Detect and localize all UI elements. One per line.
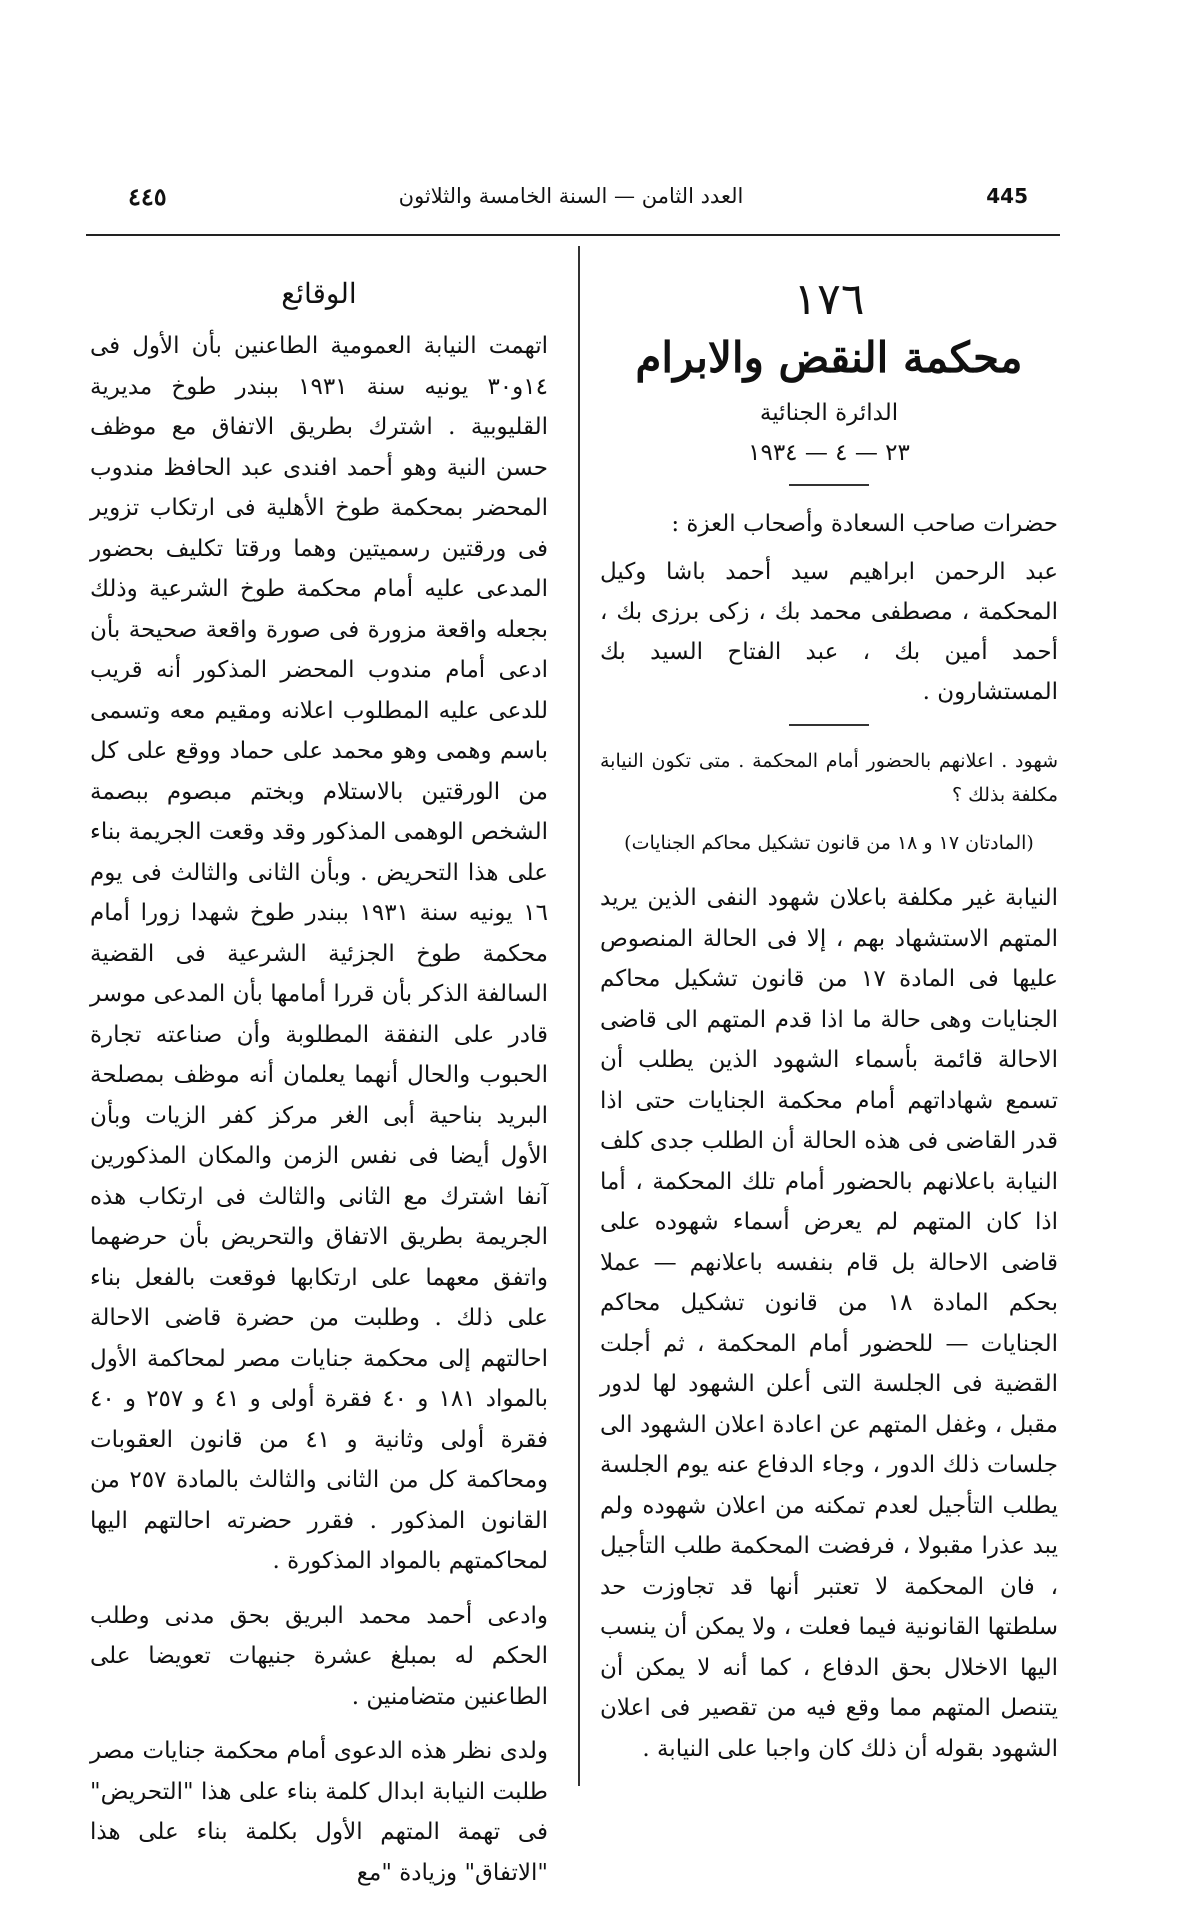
section-divider [789,484,869,486]
legal-reference: (المادتان ١٧ و ١٨ من قانون تشكيل محاكم الجنايات) [624,832,1034,854]
facts-heading: الوقائع [281,277,357,310]
page-number-latin: 445 [986,184,1028,208]
page-header [86,178,1056,224]
judges-list: عبد الرحمن ابراهيم سيد أحمد باشا وكيل المحكمة ، مصطفى محمد بك ، زكى برزى بك ، أحمد أمين بك ، عبد الفتاح السيد بك المستشارون . [600,559,1058,705]
ruling-principle: النيابة غير مكلفة باعلان شهود النفى الذين يريد المتهم الاستشهاد بهم ، إلا فى الحالة المنصوص عليها فى المادة ١٧ من قانون تشكيل محاكم الجنايات وهى حالة ما اذا قدم المتهم الى قاضى الاحالة قائمة بأسماء الشهود الذين يطلب أن تسمع شهاداتهم أمام محكمة الجنايات حتى اذا قدر القاضى فى هذه الحالة أن الطلب جدى كلف النيابة باعلانهم بالحضور أمام تلك المحكمة ، أما اذا كان المتهم لم يعرض أسماء شهوده على قاضى الاحالة بل قام بنفسه باعلانهم — عملا بحكم المادة ١٨ من قانون تشكيل محاكم الجنايات — للحضور أمام المحكمة ، ثم أجلت القضية فى الجلسة التى أعلن الشهود لها لدور مقبل ، وغفل المتهم عن اعادة اعلان الشهود الى جلسات ذلك الدور ، وجاء الدفاع عنه يوم الجلسة يطلب التأجيل لعدم تمكنه من اعلان شهوده ولم يبد عذرا مقبولا ، فرفضت المحكمة طلب التأجيل ، فان المحكمة لا تعتبر أنها قد تجاوزت حد سلطتها القانونية فيما فعلت ، ولا يمكن أن ينسب اليها الاخلال بحق الدفاع ، كما أنه لا يمكن أن يتنصل المتهم مما وقع فيه من تقصير فى اعلان الشهود بقوله أن ذلك كان واجبا على النيابة . [600,885,1058,1762]
facts-paragraph: اتهمت النيابة العمومية الطاعنين بأن الأول فى ١٤و٣٠ يونيه سنة ١٩٣١ ببندر طوخ مديرية القليوبية . اشترك بطريق الاتفاق مع موظف حسن النية وهو أحمد افندى عبد الحافظ مندوب المحضر بمحكمة طوخ الأهلية فى ارتكاب تزوير فى ورقتين رسميتين وهما ورقتا تكليف بحضور المدعى عليه أمام محكمة طوخ الشرعية وذلك بجعله واقعة مزورة فى صورة واقعة صحيحة بأن ادعى أمام مندوب المحضر المذكور أنه قريب للدعى عليه المطلوب اعلانه ومقيم معه وتسمى باسم وهمى وهو محمد على حماد ووقع على كل من الورقتين بالاستلام وبختم مبصوم ببصمة الشخص الوهمى المذكور وقد وقعت الجريمة بناء على هذا التحريض . وبأن الثانى والثالث فى يوم ١٦ يونيه سنة ١٩٣١ ببندر طوخ شهدا زورا أمام محكمة طوخ الجزئية الشرعية فى القضية السالفة الذكر بأن قررا أمامها بأن المدعى موسر قادر على النفقة المطلوبة وأن صناعته تجارة الحبوب والحال أنهما يعلمان أنه موظف بمصلحة البريد بناحية أبى الغر مركز كفر الزيات وبأن الأول أيضا فى نفس الزمن والمكان المذكورين آنفا اشترك مع الثانى والثالث فى ارتكاب هذه الجريمة بطريق الاتفاق والتحريض بأن حرضهما واتفق معهما على ارتكابها فوقعت بالفعل بناء على ذلك . وطلبت من حضرة قاضى الاحالة احالتهم إلى محكمة جنايات مصر لمحاكمة الأول بالمواد ١٨١ و ٤٠ فقرة أولى و ٤١ و ٢٥٧ و ٤٠ فقرة أولى وثانية و ٤١ من قانون العقوبات ومحاكمة كل من الثانى والثالث بالمادة ٢٥٧ من القانون المذكور . فقرر حضرته احالتهم اليها لمحاكمتهم بالمواد المذكورة . [90,333,549,1574]
ruling-column [600,272,1058,1769]
court-name: محكمة النقض والابرام [635,333,1023,382]
column-divider [578,246,580,1786]
facts-paragraph: وادعى أحمد محمد البريق بحق مدنى وطلب الحكم له بمبلغ عشرة جنيهات تعويضا على الطاعنين متضامنين . [90,1602,548,1710]
ruling-summary: شهود . اعلانهم بالحضور أمام المحكمة . متى تكون النيابة مكلفة بذلك ؟ [600,750,1058,806]
facts-column [90,272,548,1907]
facts-paragraph: ولدى نظر هذه الدعوى أمام محكمة جنايات مصر طلبت النيابة ابدال كلمة بناء على هذا "التحريض" فى تهمة المتهم الأول بكلمة بناء على هذا "الاتفاق" وزيادة "مع [90,1738,548,1886]
ruling-date: ٢٣ — ٤ — ١٩٣٤ [748,440,910,466]
case-number: ١٧٦ [793,274,865,325]
running-title: العدد الثامن — السنة الخامسة والثلاثون [398,184,744,208]
section-divider [789,724,869,726]
judges-intro: حضرات صاحب السعادة وأصحاب العزة : [671,511,1058,537]
circuit-name: الدائرة الجنائية [759,400,899,426]
header-rule [86,234,1060,236]
page-number-arabic: ٤٤٥ [128,182,167,211]
